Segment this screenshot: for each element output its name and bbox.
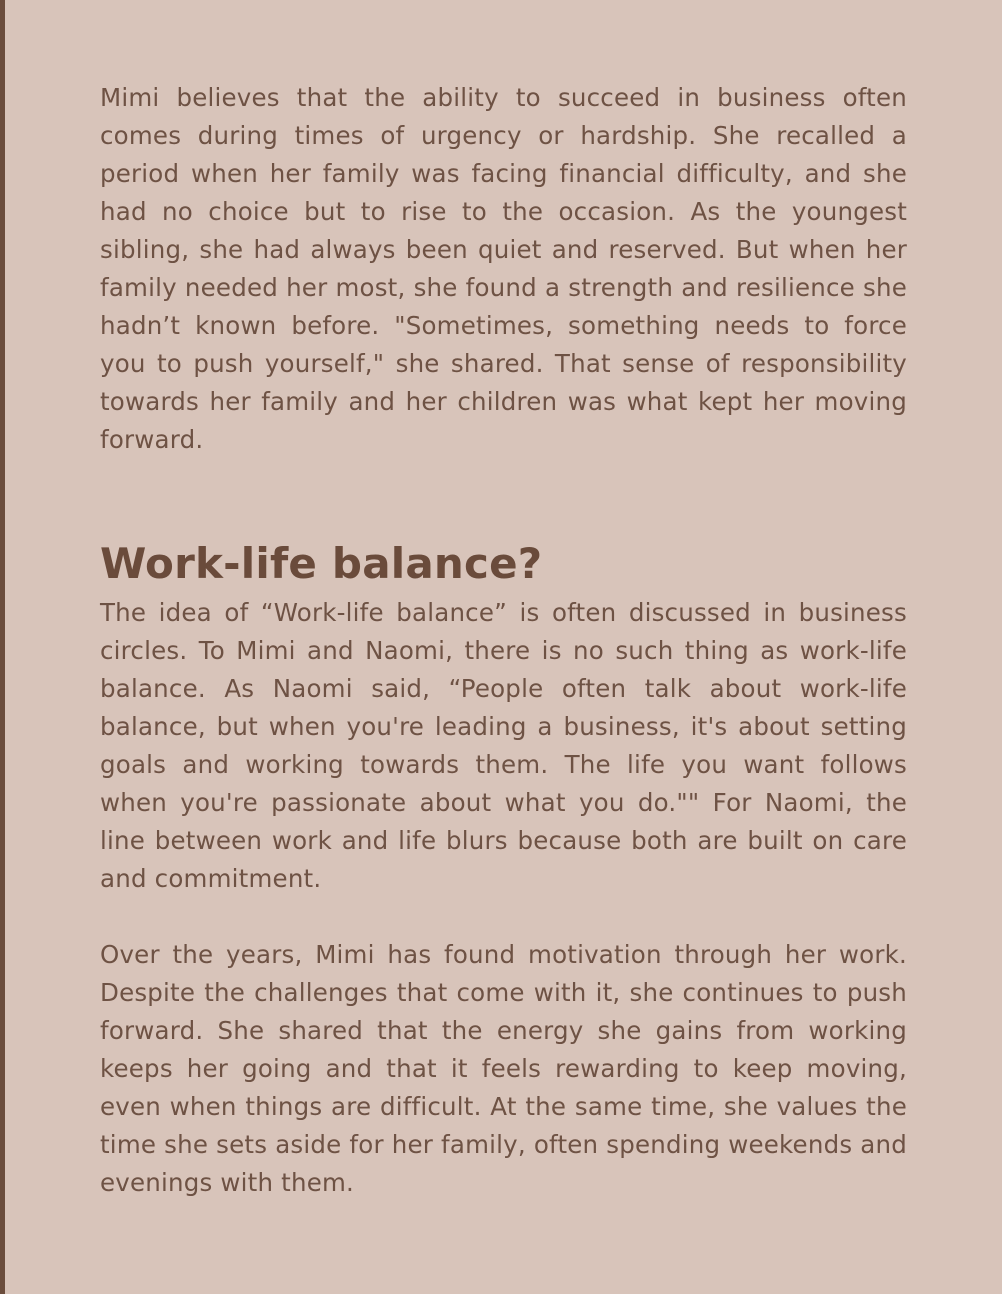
article-body	[100, 79, 907, 1197]
section-heading: Work-life balance?	[100, 539, 543, 588]
motivation-paragraph: Over the years, Mimi has found motivation through her work. Despite the challenges that come with it, she continues to push forward. She shared that the energy she gains from working keeps her going and that it feels rewarding to keep moving, even when things are difficult. At the same time, she values the time she sets aside for her family, often spending weekends and evenings with them.	[100, 940, 907, 1197]
balance-paragraph: The idea of “Work-life balance” is often discussed in business circles. To Mimi and Naomi, there is no such thing as work-life balance. As Naomi said, “People often talk about work-life balance, but when you're leading a business, it's about setting goals and working towards them. The life you want follows when you're passionate about what you do."" For Naomi, the line between work and life blurs because both are built on care and commitment.	[100, 598, 907, 893]
intro-paragraph: Mimi believes that the ability to succeed in business often comes during times of urgency or hardship. She recalled a period when her family was facing financial difficulty, and she had no choice but to rise to the occasion. As the youngest sibling, she had always been quiet and reserved. But when her family needed her most, she found a strength and resilience she hadn’t known before. "Sometimes, something needs to force you to push yourself," she shared. That sense of responsibility towards her family and her children was what kept her moving forward.	[100, 83, 907, 454]
left-border-rule	[0, 0, 5, 1294]
